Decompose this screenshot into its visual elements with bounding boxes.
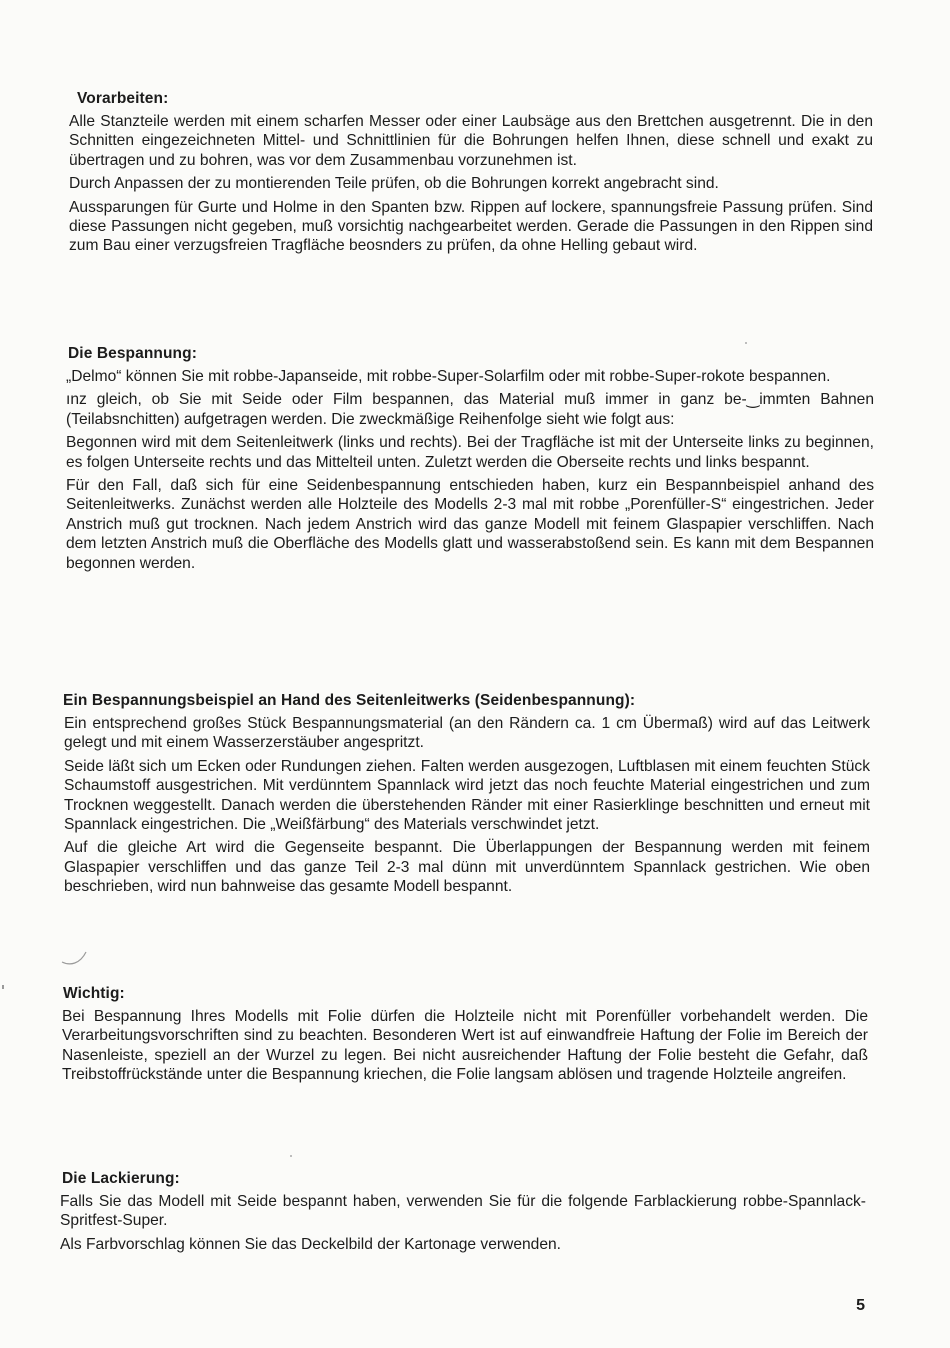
paragraph: Bei Bespannung Ihres Modells mit Folie dürfen die Holzteile nicht mit Porenfüller vorbehandelt werden. Die Verarbeitungsvorschriften sind zu beachten. Besonderen Wert ist auf einwandfreie Haftung der Folie im Bereich der Nasenleiste, speziell an der Wurzel zu legen. Bei nicht ausreichender Haftung der Folie besteht die Gefahr, daß Treibstoffrückstände unter die Bespannung kriechen, die Folie langsam ablösen und tragende Holzteile angreifen. (62, 1008, 868, 1084)
section-heading: Die Bespannung: (68, 345, 197, 362)
section-bespannungsbeispiel (0, 692, 950, 901)
section-heading: Die Lackierung: (62, 1170, 180, 1187)
scan-speck (290, 1155, 292, 1157)
section-lackierung (0, 1170, 950, 1258)
paragraph: Alle Stanzteile werden mit einem scharfen Messer oder einer Laubsäge aus den Brettchen ausgetrennt. Die in den Schnitten eingezeichneten Mittel- und Schnittlinien für die Bohrungen helfen Ihnen, diese schnell und exakt zu übertragen und zu bohren, was vor dem Zusammenbau vorzunehmen ist. (69, 113, 873, 169)
page-number: 5 (856, 1297, 865, 1314)
paragraph: Seide läßt sich um Ecken oder Rundungen ziehen. Falten werden ausgezogen, Luftblasen mit einem feuchten Stück Schaumstoff ausgestrichen. Mit verdünntem Spannlack wird jetzt das noch feuchte Material eingestrichen und zum Trocknen weggestellt. Danach werden die überstehenden Ränder mit einer Rasierklinge beschnitten und erneut mit Spannlack eingestrichen. Die „Weißfärbung“ des Materials verschwindet jetzt. (64, 757, 870, 834)
pencil-mark-icon (56, 940, 96, 970)
paragraph: Für den Fall, daß sich für eine Seidenbespannung entschieden haben, kurz ein Bespannbeispiel anhand des Seitenleitwerks. Zunächst werden alle Holzteile des Modells 2-3 mal mit robbe „Porenfüller-S“ eingestrichen. Jeder Anstrich muß gut trocknen. Nach jedem Anstrich wird das ganze Modell mit feinem Glaspapier verschliffen. Nach dem letzten Anstrich muß die Oberfläche des Modells glatt und wasserabstoßend sein. Es kann mit dem Bespannen begonnen werden. (66, 477, 874, 572)
paragraph: Ein entsprechend großes Stück Bespannungsmaterial (an den Rändern ca. 1 cm Übermaß) wird auf das Leitwerk gelegt und mit einem Wasserzerstäuber angespritzt. (64, 715, 870, 752)
paragraph: ınz gleich, ob Sie mit Seide oder Film bespannen, das Material muß immer in ganz be-‿immten Bahnen (Teilabsnchitten) aufgetragen werden. Die zweckmäßige Reihenfolge sieht wie folgt aus: (66, 391, 874, 428)
paragraph: Aussparungen für Gurte und Holme in den Spanten bzw. Rippen auf lockere, spannungsfreie Passung prüfen. Sind diese Passungen nicht gegeben, muß vorsichtig nachgearbeitet werden. Gerade die Passungen in den Rippen sind zum Bau einer verzugsfreien Tragfläche beosnders zu prüfen, da ohne Helling gebaut wird. (69, 198, 873, 255)
paragraph: Durch Anpassen der zu montierenden Teile prüfen, ob die Bohrungen korrekt angebracht sind. (69, 175, 719, 193)
section-heading: Ein Bespannungsbeispiel an Hand des Seitenleitwerks (Seidenbespannung): (63, 692, 636, 709)
paragraph: „Delmo“ können Sie mit robbe-Japanseide, mit robbe-Super-Solarfilm oder mit robbe-Super-rokote bespannen. (66, 368, 831, 385)
section-wichtig (0, 985, 950, 1089)
section-heading: Wichtig: (63, 985, 125, 1002)
scan-speck (2, 985, 4, 989)
section-bespannung (0, 345, 950, 577)
paragraph: Als Farbvorschlag können Sie das Deckelbild der Kartonage verwenden. (60, 1235, 562, 1253)
scan-speck (745, 342, 747, 344)
paragraph: Falls Sie das Modell mit Seide bespannt haben, verwenden Sie für die folgende Farblackierung robbe-Spannlack-Spritfest-Super. (60, 1193, 866, 1230)
paragraph: Auf die gleiche Art wird die Gegenseite bespannt. Die Überlappungen der Bespannung werden mit feinem Glaspapier verschliffen und das ganze Teil 2-3 mal dünn mit unverdünntem Spannlack gestrichen. Wie oben beschrieben, wird nun bahnweise das gesamte Modell bespannt. (64, 839, 870, 896)
section-vorarbeiten (0, 90, 950, 260)
section-heading: Vorarbeiten: (77, 90, 169, 107)
paragraph: Begonnen wird mit dem Seitenleitwerk (links und rechts). Bei der Tragfläche ist mit der Unterseite links zu beginnen, es folgen Unterseite rechts und das Mittelteil unten. Zuletzt werden die Oberseite rechts und links bespannt. (66, 434, 874, 471)
